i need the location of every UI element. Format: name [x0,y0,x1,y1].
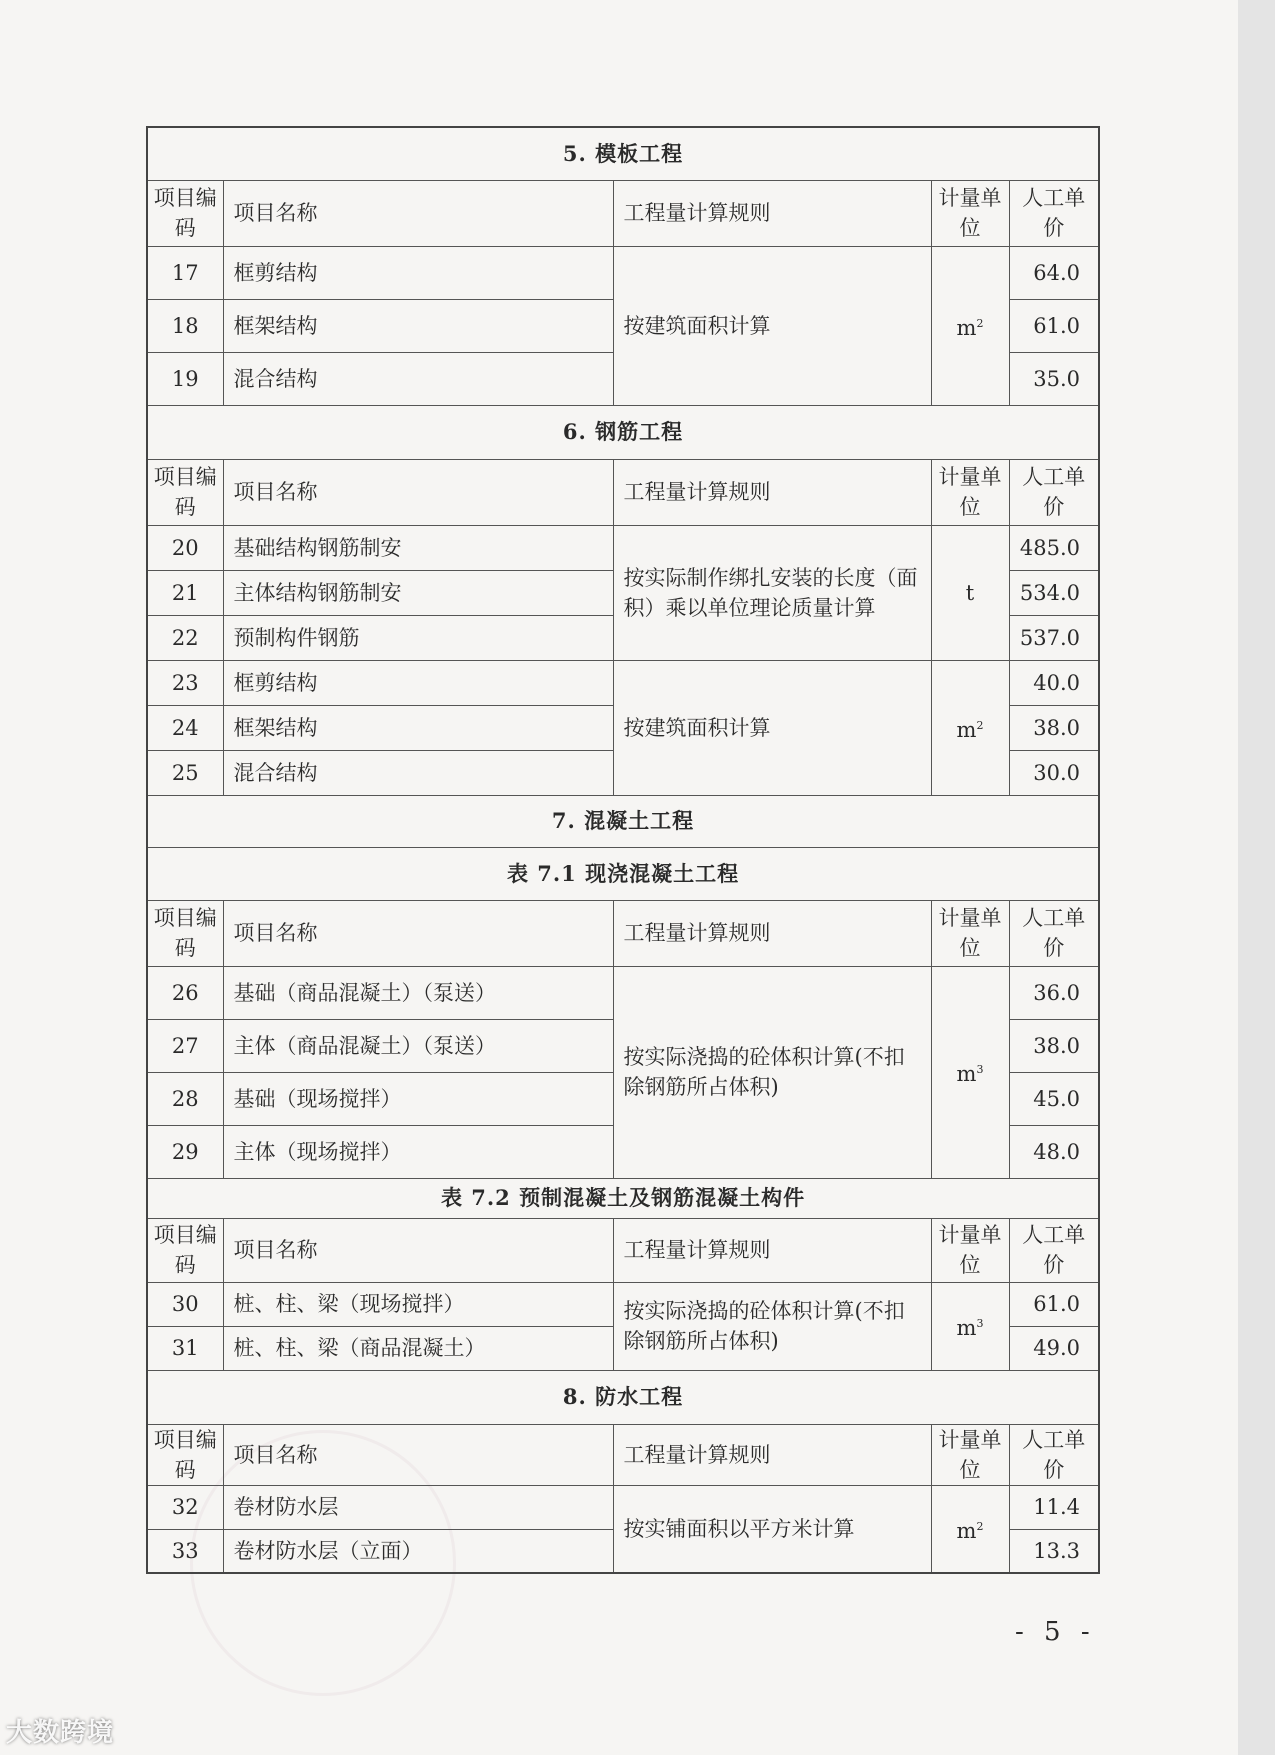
header-unit: 计量单位 [931,1424,1009,1485]
item-name: 桩、柱、梁（现场搅拌） [223,1282,613,1326]
labor-price: 61.0 [1009,1282,1099,1326]
item-name: 基础（商品混凝土）（泵送） [223,966,613,1019]
section-6-title: 6. 钢筋工程 [147,405,1099,459]
subtable-title-row [147,1178,1099,1218]
table-row [147,1485,1099,1529]
table-row [147,525,1099,570]
unit-superscript: 2 [976,316,984,330]
calc-rule: 按实际浇捣的砼体积计算(不扣除钢筋所占体积) [613,1282,931,1370]
labor-price: 35.0 [1009,352,1099,405]
item-name: 预制构件钢筋 [223,615,613,660]
header-code: 项目编码 [147,459,223,525]
unit-cell: t [931,525,1009,660]
labor-price: 11.4 [1009,1485,1099,1529]
unit-cell [931,1485,1009,1573]
unit-text: m [956,315,977,340]
labor-price: 485.0 [1009,525,1099,570]
labor-price: 45.0 [1009,1072,1099,1125]
calc-rule: 按实铺面积以平方米计算 [613,1485,931,1573]
item-code: 31 [147,1326,223,1370]
section-8-title: 8. 防水工程 [147,1370,1099,1424]
header-code: 项目编码 [147,180,223,246]
item-name: 桩、柱、梁（商品混凝土） [223,1326,613,1370]
item-name: 框剪结构 [223,660,613,705]
item-code: 23 [147,660,223,705]
section-5-title: 5. 模板工程 [147,127,1099,180]
header-code: 项目编码 [147,1218,223,1282]
labor-price: 38.0 [1009,705,1099,750]
item-name: 框剪结构 [223,246,613,299]
section-title-row [147,795,1099,847]
header-name: 项目名称 [223,180,613,246]
header-rule: 工程量计算规则 [613,1424,931,1485]
header-row [147,1218,1099,1282]
table-7-2-title: 表 7.2 预制混凝土及钢筋混凝土构件 [147,1178,1099,1218]
header-name: 项目名称 [223,1424,613,1485]
labor-price: 13.3 [1009,1529,1099,1573]
item-code: 18 [147,299,223,352]
header-name: 项目名称 [223,459,613,525]
calc-rule: 按建筑面积计算 [613,246,931,405]
section-title-row [147,405,1099,459]
header-rule: 工程量计算规则 [613,900,931,966]
item-name: 混合结构 [223,352,613,405]
item-name: 主体（商品混凝土）（泵送） [223,1019,613,1072]
table-row [147,966,1099,1019]
header-unit: 计量单位 [931,180,1009,246]
unit-text: m [956,1518,977,1543]
item-code: 20 [147,525,223,570]
header-row [147,459,1099,525]
unit-superscript: 2 [976,718,984,732]
header-unit: 计量单位 [931,900,1009,966]
item-name: 主体结构钢筋制安 [223,570,613,615]
section-7-title: 7. 混凝土工程 [147,795,1099,847]
labor-price: 537.0 [1009,615,1099,660]
item-code: 26 [147,966,223,1019]
table-row [147,660,1099,705]
section-title-row [147,1370,1099,1424]
item-code: 21 [147,570,223,615]
header-price: 人工单价 [1009,1424,1099,1485]
header-price: 人工单价 [1009,900,1099,966]
unit-superscript: 3 [976,1063,984,1076]
header-price: 人工单价 [1009,180,1099,246]
table-row [147,246,1099,299]
labor-price: 36.0 [1009,966,1099,1019]
labor-price: 38.0 [1009,1019,1099,1072]
unit-superscript: 2 [976,1519,984,1533]
header-price: 人工单价 [1009,459,1099,525]
item-name: 框架结构 [223,705,613,750]
header-row [147,900,1099,966]
header-name: 项目名称 [223,900,613,966]
header-row [147,1424,1099,1485]
item-code: 29 [147,1125,223,1178]
labor-price: 48.0 [1009,1125,1099,1178]
header-rule: 工程量计算规则 [613,180,931,246]
subtable-title-row [147,847,1099,900]
item-code: 32 [147,1485,223,1529]
item-name: 基础（现场搅拌） [223,1072,613,1125]
header-row [147,180,1099,246]
header-price: 人工单价 [1009,1218,1099,1282]
unit-cell [931,660,1009,795]
pricing-table [146,126,1100,1574]
item-code: 30 [147,1282,223,1326]
calc-rule: 按建筑面积计算 [613,660,931,795]
header-unit: 计量单位 [931,1218,1009,1282]
item-code: 25 [147,750,223,795]
header-rule: 工程量计算规则 [613,1218,931,1282]
item-name: 卷材防水层 [223,1485,613,1529]
scan-page-edge [1238,0,1275,1755]
table-row [147,1282,1099,1326]
item-code: 17 [147,246,223,299]
page-number: - 5 - [1015,1617,1096,1647]
item-name: 主体（现场搅拌） [223,1125,613,1178]
unit-cell [931,966,1009,1178]
item-name: 卷材防水层（立面） [223,1529,613,1573]
item-code: 27 [147,1019,223,1072]
unit-superscript: 3 [976,1317,984,1330]
labor-price: 61.0 [1009,299,1099,352]
labor-price: 534.0 [1009,570,1099,615]
unit-cell [931,1282,1009,1370]
labor-price: 49.0 [1009,1326,1099,1370]
item-code: 33 [147,1529,223,1573]
labor-price: 30.0 [1009,750,1099,795]
calc-rule: 按实际浇捣的砼体积计算(不扣除钢筋所占体积) [613,966,931,1178]
item-code: 28 [147,1072,223,1125]
item-code: 22 [147,615,223,660]
unit-text: m [956,1062,977,1086]
labor-price: 64.0 [1009,246,1099,299]
unit-text: m [956,1316,977,1340]
item-name: 框架结构 [223,299,613,352]
unit-cell [931,246,1009,405]
header-rule: 工程量计算规则 [613,459,931,525]
header-unit: 计量单位 [931,459,1009,525]
labor-price: 40.0 [1009,660,1099,705]
calc-rule: 按实际制作绑扎安装的长度（面积）乘以单位理论质量计算 [613,525,931,660]
item-code: 19 [147,352,223,405]
table-7-1-title: 表 7.1 现浇混凝土工程 [147,847,1099,900]
unit-text: m [956,717,977,742]
header-code: 项目编码 [147,1424,223,1485]
item-name: 混合结构 [223,750,613,795]
watermark-logo: 大数跨境 [6,1718,115,1748]
header-code: 项目编码 [147,900,223,966]
section-title-row [147,127,1099,180]
item-name: 基础结构钢筋制安 [223,525,613,570]
item-code: 24 [147,705,223,750]
header-name: 项目名称 [223,1218,613,1282]
